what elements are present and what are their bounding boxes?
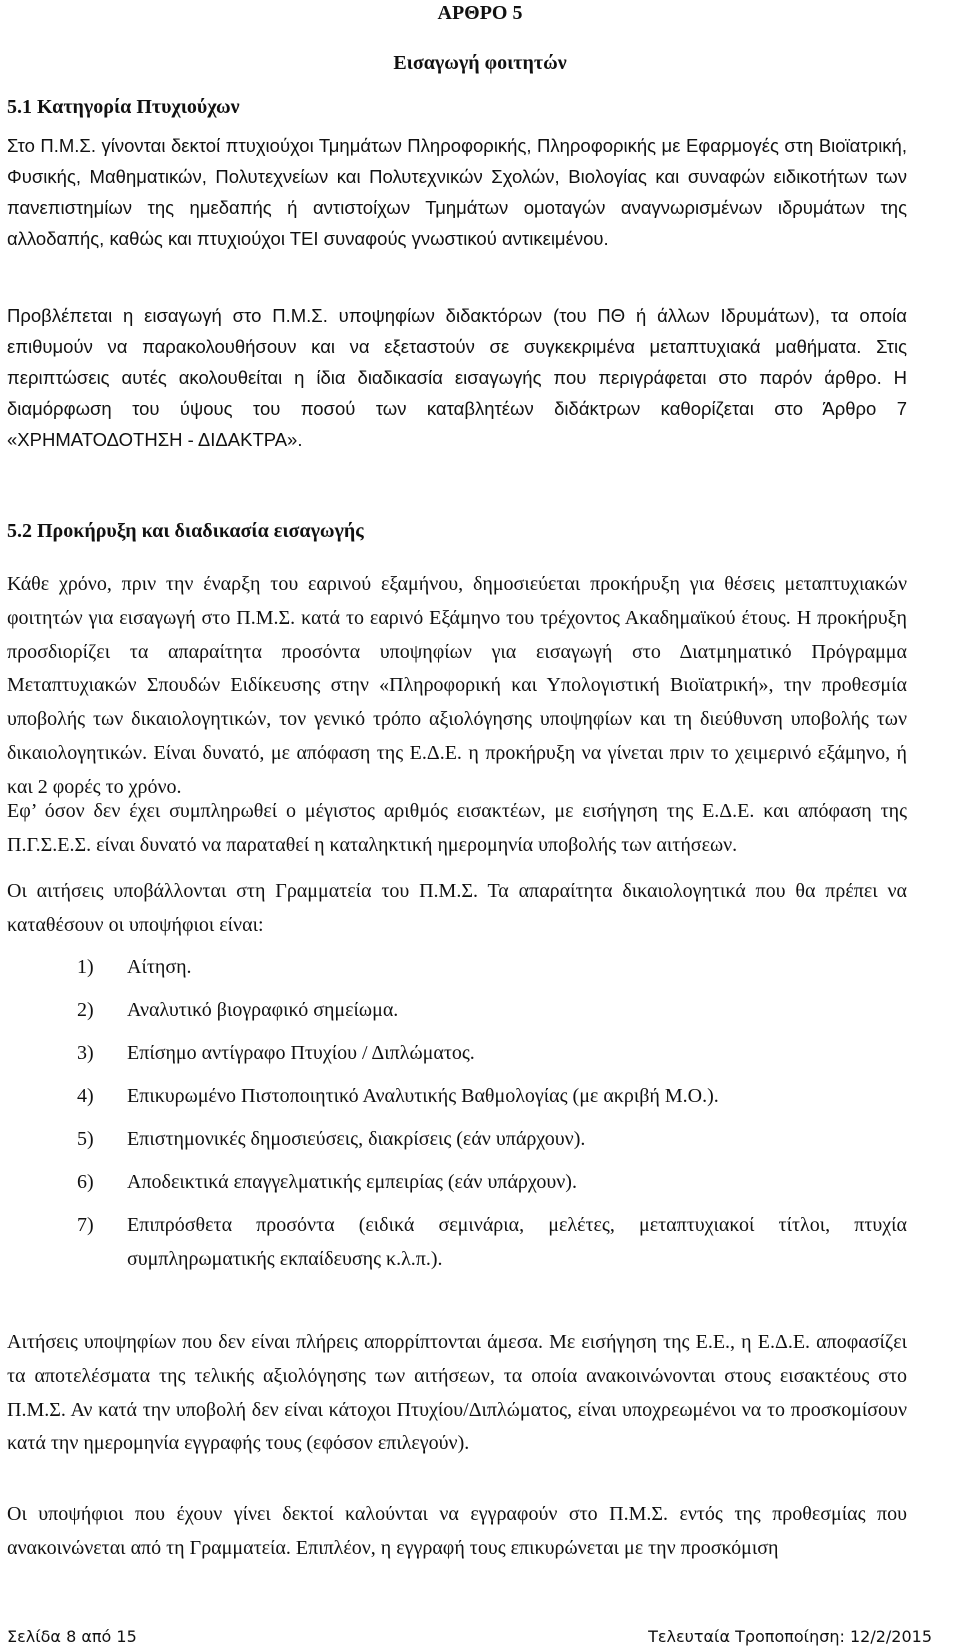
section-heading-5-2: 5.2 Προκήρυξη και διαδικασία εισαγωγής [7, 520, 364, 542]
list-item [7, 993, 907, 1027]
list-item [7, 1036, 907, 1070]
footer-last-modified: Τελευταία Τροποποίηση: 12/2/2015 [648, 1627, 932, 1646]
section-5-2-paragraph-3: Οι αιτήσεις υποβάλλονται στη Γραμματεία του Π.Μ.Σ. Τα απαραίτητα δικαιολογητικά που θα πρέπει να καταθέσουν οι υποψήφιοι είναι: [7, 880, 907, 936]
list-item [7, 1079, 907, 1113]
list-item-number: 6) [77, 1171, 94, 1193]
list-item-text: Επικυρωμένο Πιστοποιητικό Αναλυτικής Βαθμολογίας (με ακριβή Μ.Ο.). [127, 1085, 719, 1107]
article-title: Εισαγωγή φοιτητών [393, 52, 567, 74]
section-5-1-paragraph-2: Προβλέπεται η εισαγωγή στο Π.Μ.Σ. υποψηφίων διδακτόρων (του ΠΘ ή άλλων Ιδρυμάτων), τα οποία επιθυμούν να παρακολουθήσουν και να εξεταστούν σε συγκεκριμένα μεταπτυχιακά μαθήματα. Στις περιπτώσεις αυτές ακολουθείται η ίδια διαδικασία εισαγωγής που περιγράφεται στο παρόν άρθρο. Η διαμόρφωση του ύψους του ποσού των καταβλητέων διδάκτρων καθορίζεται στο Άρθρο 7 «ΧΡΗΜΑΤΟΔΟΤΗΣΗ - ΔΙΔΑΚΤΡΑ». [7, 305, 907, 450]
list-item-text: Επιστημονικές δημοσιεύσεις, διακρίσεις (εάν υπάρχουν). [127, 1128, 586, 1150]
section-5-2-paragraph-4: Αιτήσεις υποψηφίων που δεν είναι πλήρεις απορρίπτονται άμεσα. Με εισήγηση της Ε.Ε., η Ε.Δ.Ε. αποφασίζει τα αποτελέσματα της τελικής αξιολόγησης των αιτήσεων, τα οποία ανακοινώνονται στους εισακτέους στο Π.Μ.Σ. Αν κατά την υποβολή δεν είναι κάτοχοι Πτυχίου/Διπλώματος, είναι υποχρεωμένοι να το προσκομίσουν κατά την ημερομηνία εγγραφής τους (εφόσον επιλεγούν). [7, 1331, 907, 1455]
list-item-number: 4) [77, 1085, 94, 1107]
section-heading-5-1: 5.1 Κατηγορία Πτυχιούχων [7, 96, 240, 118]
list-item-text: Επιπρόσθετα προσόντα (ειδικά σεμινάρια, μελέτες, μεταπτυχιακοί τίτλοι, πτυχία συμπληρωματικής εκπαίδευσης κ.λ.π.). [127, 1214, 907, 1270]
list-item-text: Αίτηση. [127, 956, 192, 978]
list-item-number: 3) [77, 1042, 94, 1064]
list-item-number: 1) [77, 956, 94, 978]
list-item [7, 1165, 907, 1199]
list-item-number: 7) [77, 1214, 94, 1236]
section-5-2-paragraph-2: Εφ’ όσον δεν έχει συμπληρωθεί ο μέγιστος αριθμός εισακτέων, με εισήγηση της Ε.Δ.Ε. και απόφαση της Π.Γ.Σ.Ε.Σ. είναι δυνατό να παραταθεί η καταληκτική ημερομηνία υποβολής των αιτήσεων. [7, 800, 907, 856]
footer-page-number: Σελίδα 8 από 15 [7, 1627, 137, 1646]
list-item-number: 5) [77, 1128, 94, 1150]
list-item-text: Επίσημο αντίγραφο Πτυχίου / Διπλώματος. [127, 1042, 475, 1064]
article-number: ΑΡΘΡΟ 5 [437, 2, 523, 24]
list-item-number: 2) [77, 999, 94, 1021]
list-item [7, 1208, 907, 1276]
section-5-1-paragraph-1: Στο Π.Μ.Σ. γίνονται δεκτοί πτυχιούχοι Τμημάτων Πληροφορικής, Πληροφορικής με Εφαρμογές στη Βιοϊατρική, Φυσικής, Μαθηματικών, Πολυτεχνείων και Πολυτεχνικών Σχολών, Βιολογίας και συναφών ειδικοτήτων των πανεπιστημίων της ημεδαπής ή αντιστοίχων Τμημάτων ομοταγών αναγνωρισμένων ιδρυμάτων της αλλοδαπής, καθώς και πτυχιούχοι ΤΕΙ συναφούς γνωστικού αντικειμένου. [7, 135, 907, 249]
list-item [7, 1122, 907, 1156]
list-item-text: Αποδεικτικά επαγγελματικής εμπειρίας (εάν υπάρχουν). [127, 1171, 577, 1193]
list-item [7, 950, 907, 984]
section-5-2-paragraph-1: Κάθε χρόνο, πριν την έναρξη του εαρινού εξαμήνου, δημοσιεύεται προκήρυξη για θέσεις μεταπτυχιακών φοιτητών για εισαγωγή στο Π.Μ.Σ. κατά το εαρινό Εξάμηνο του τρέχοντος Ακαδημαϊκού έτους. Η προκήρυξη προσδιορίζει τα απαραίτητα προσόντα υποψηφίων για εισαγωγή στο Διατμηματικό Πρόγραμμα Μεταπτυχιακών Σπουδών Ειδίκευσης στην «Πληροφορική και Υπολογιστική Βιοϊατρική», την προθεσμία υποβολής των δικαιολογητικών, τον γενικό τρόπο αξιολόγησης υποψηφίων και τη διεύθυνση υποβολής των δικαιολογητικών. Είναι δυνατό, με απόφαση της Ε.Δ.Ε. η προκήρυξη να γίνεται πριν το χειμερινό εξάμηνο, ή και 2 φορές το χρόνο. [7, 573, 907, 798]
list-item-text: Αναλυτικό βιογραφικό σημείωμα. [127, 999, 399, 1021]
section-5-2-paragraph-5: Οι υποψήφιοι που έχουν γίνει δεκτοί καλούνται να εγγραφούν στο Π.Μ.Σ. εντός της προθεσμίας που ανακοινώνεται από τη Γραμματεία. Επιπλέον, η εγγραφή τους επικυρώνεται με την προσκόμιση [7, 1503, 907, 1559]
